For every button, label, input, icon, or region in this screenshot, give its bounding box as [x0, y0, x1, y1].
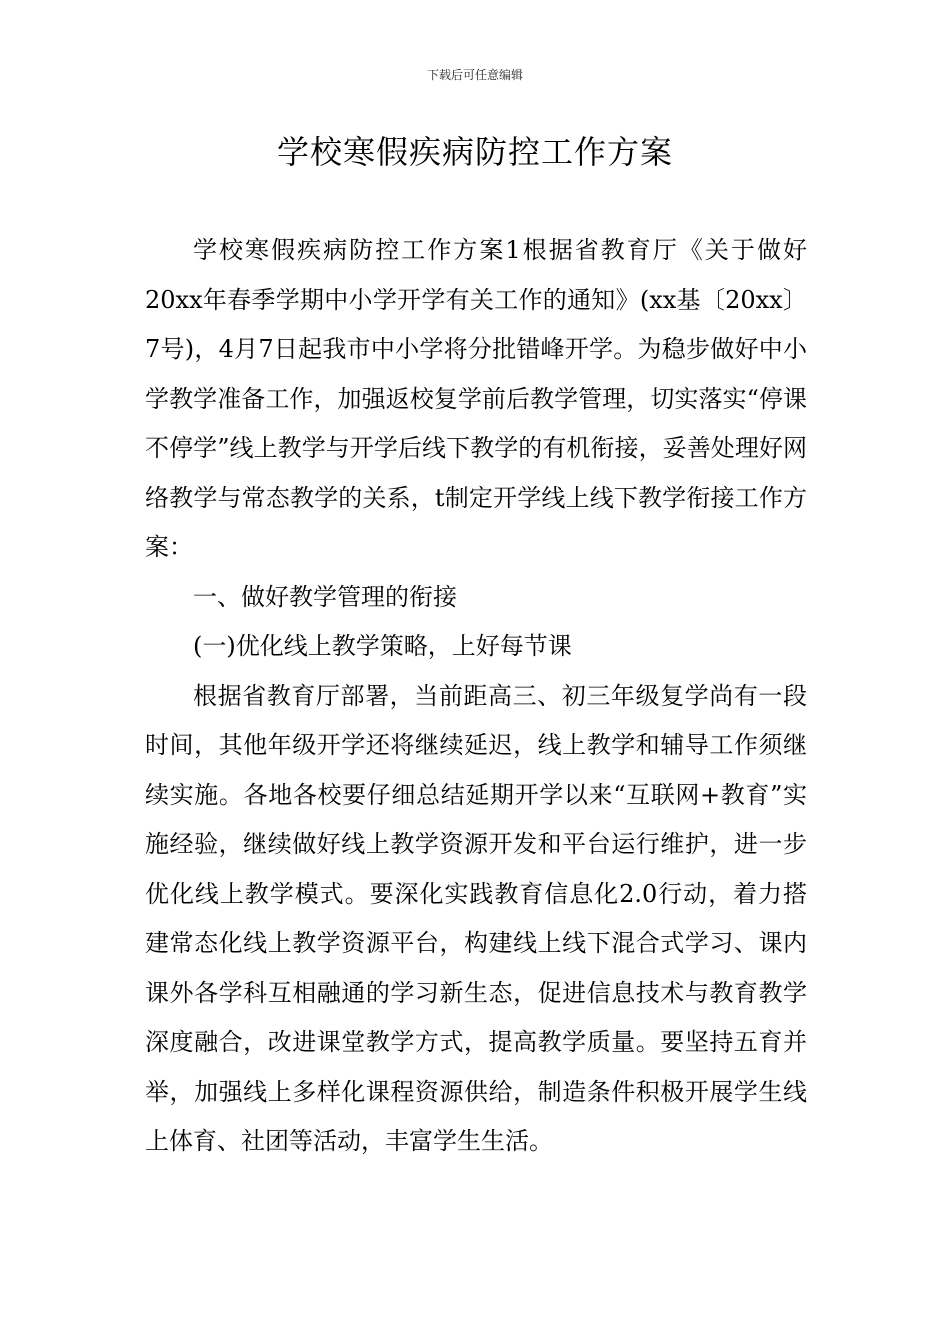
section-heading: 一、做好教学管理的衔接 — [193, 582, 457, 611]
header-note: 下载后可任意编辑 — [426, 68, 523, 82]
document-body — [145, 226, 807, 1167]
document-title: 学校寒假疾病防控工作方案 — [276, 133, 673, 171]
paragraph-body: 根据省教育厅部署，当前距高三、初三年级复学尚有一段时间，其他年级开学还将继续延迟，线上教学和辅导工作须继续实施。各地各校要仔细总结延期开学以来“互联网+教育”实施经验，继续做好线上教学资源开发和平台运行维护，进一步优化线上教学模式。要深化实践教育信息化2.0行动，着力搭建常态化线上教学资源平台，构建线上线下混合式学习、课内课外各学科互相融通的学习新生态，促进信息技术与教育教学深度融合，改进课堂教学方式，提高教学质量。要坚持五育并举，加强线上多样化课程资源供给，制造条件积极开展学生线上体育、社团等活动，丰富学生生活。 — [145, 681, 807, 1155]
subsection-heading: (一)优化线上教学策略，上好每节课 — [193, 632, 572, 660]
paragraph-intro: 学校寒假疾病防控工作方案1根据省教育厅《关于做好20xx年春季学期中小学开学有关工作的通知》(xx基〔20xx〕7号)，4月7日起我市中小学将分批错峰开学。为稳步做好中小学教学准备工作，加强返校复学前后教学管理，切实落实“停课不停学”线上教学与开学后线下教学的有机衔接，妥善处理好网络教学与常态教学的关系，t制定开学线上线下教学衔接工作方案： — [145, 236, 807, 561]
